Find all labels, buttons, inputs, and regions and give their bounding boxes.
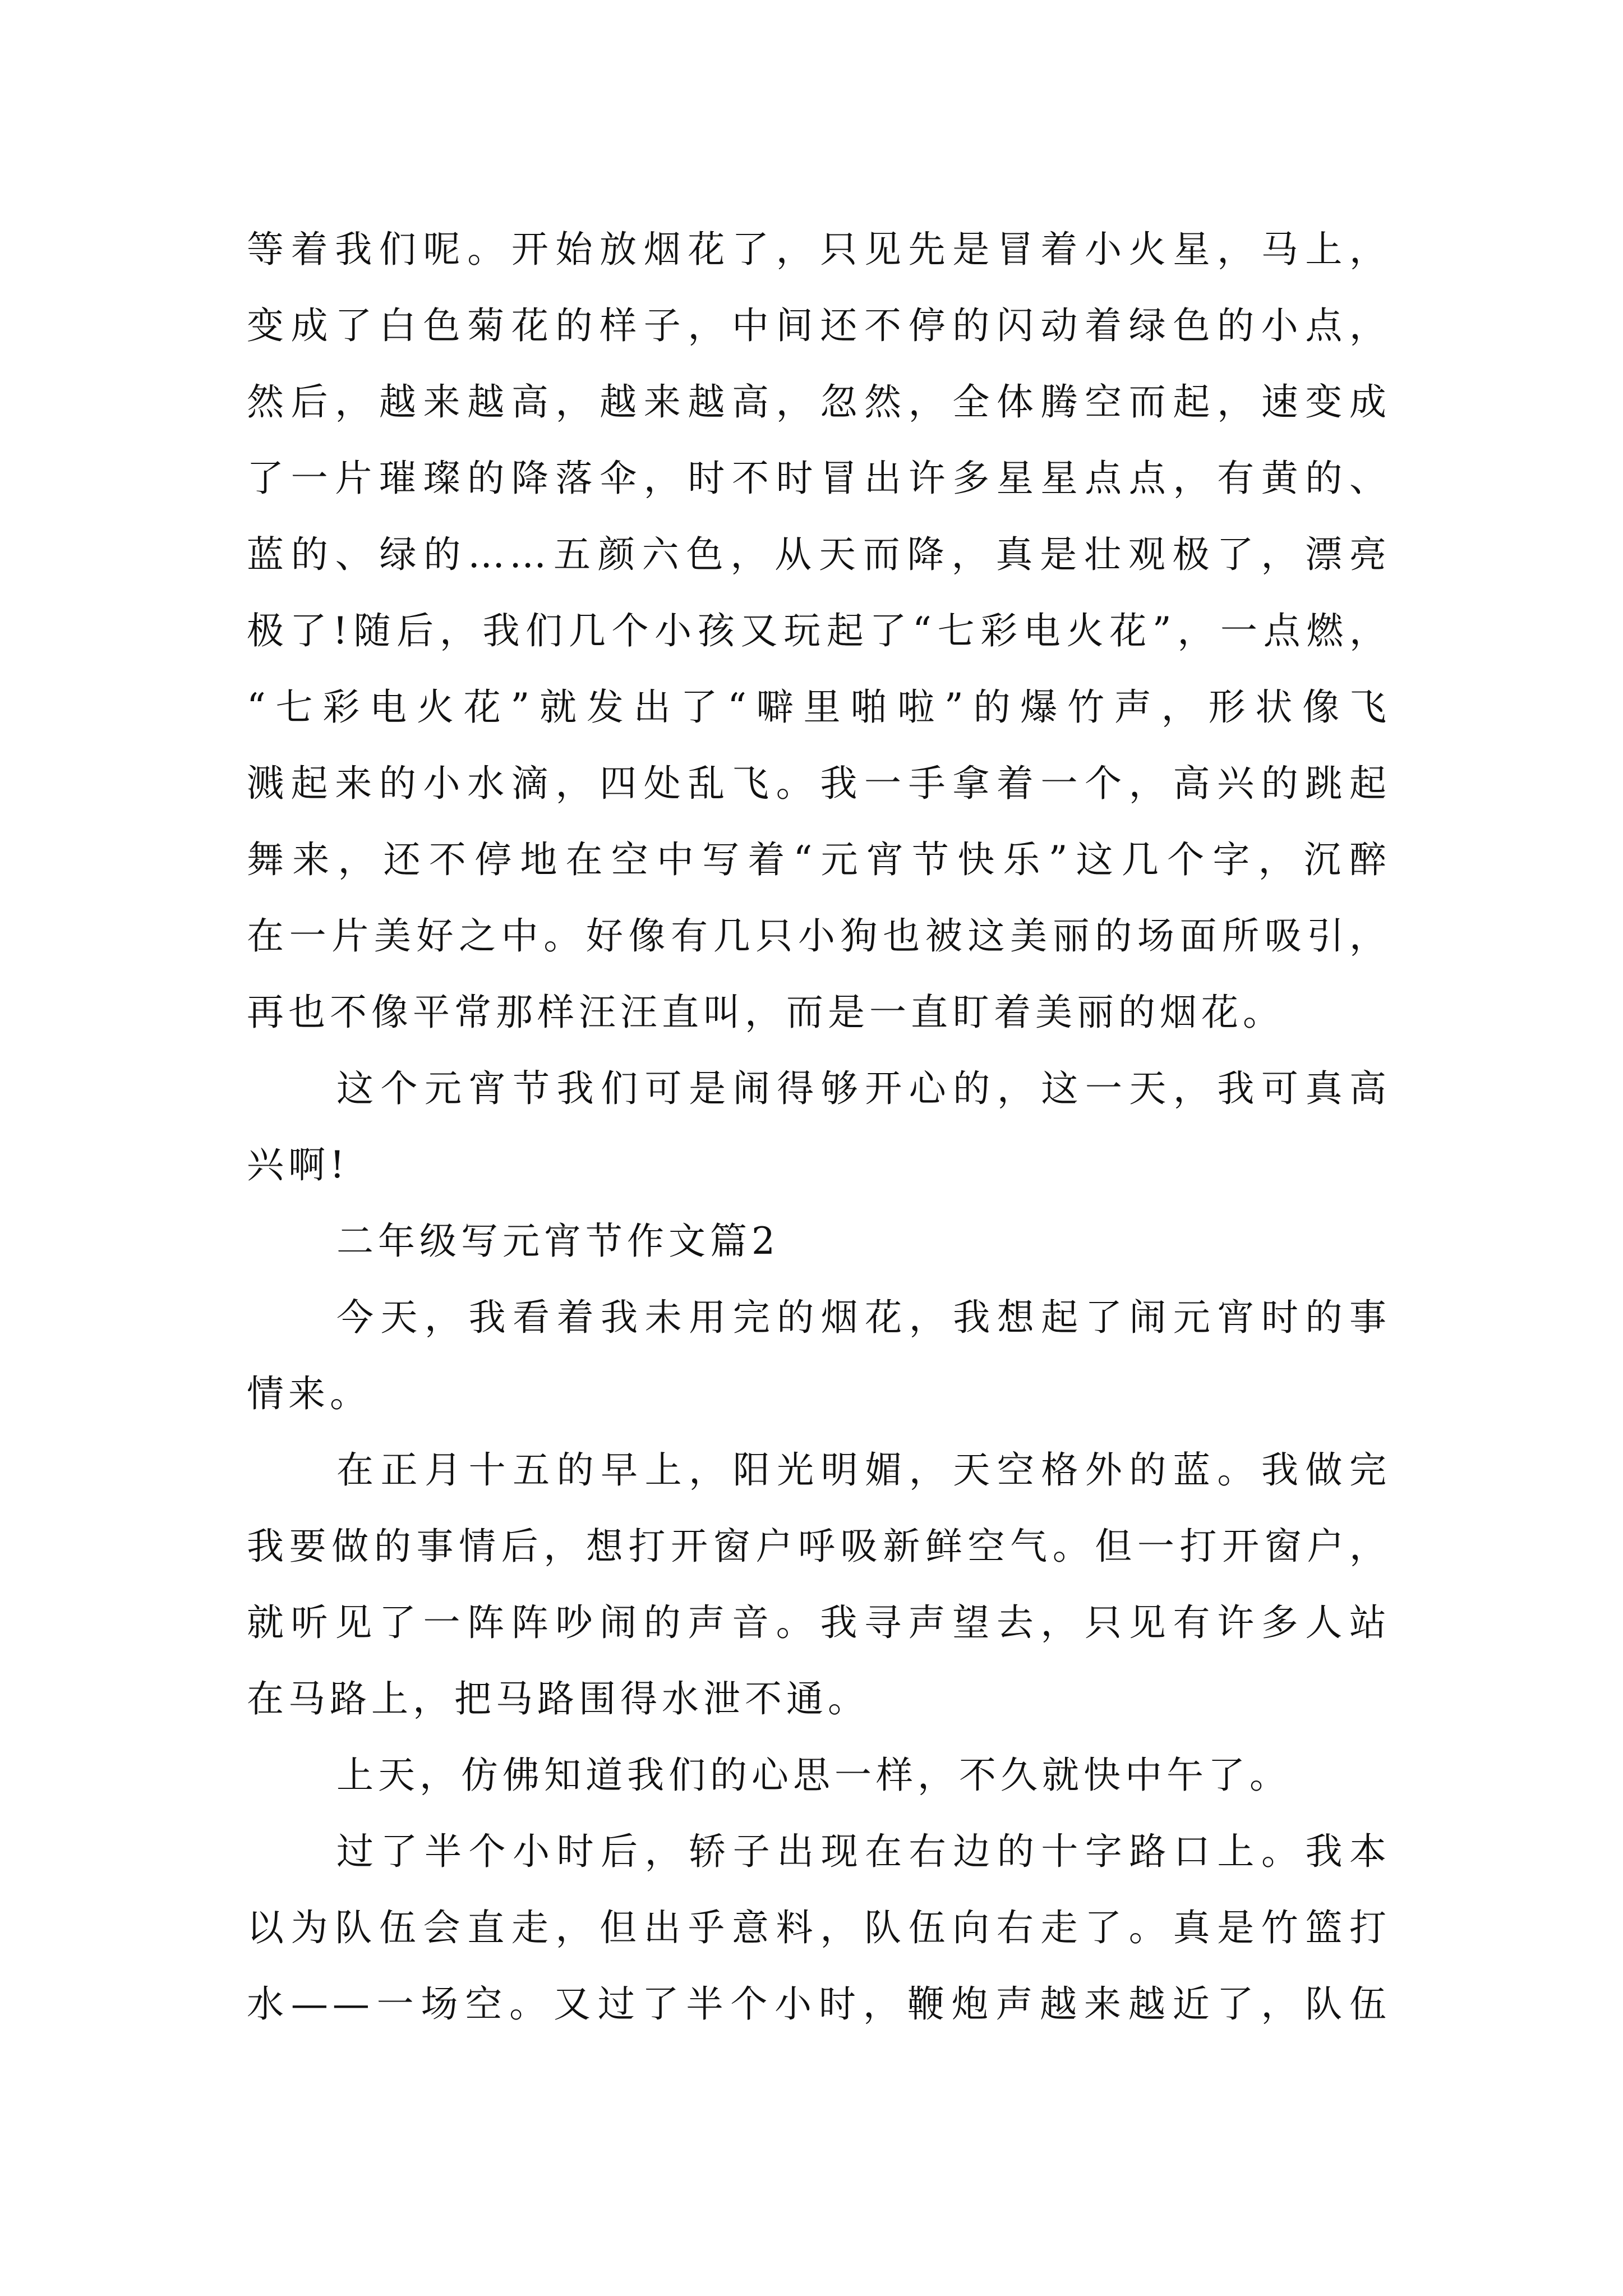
text-line: 情来。: [247, 1372, 371, 1415]
paragraph-start-line: 这个元宵节我们可是闹得够开心的，这一天，我可真高: [336, 1067, 1391, 1110]
text-line: 我要做的事情后，想打开窗户呼吸新鲜空气。但一打开窗户，: [247, 1525, 1391, 1568]
paragraph-start-line: 上天，仿佛知道我们的心思一样，不久就快中午了。: [336, 1754, 1291, 1797]
section-heading: 二年级写元宵节作文篇2: [336, 1220, 780, 1263]
text-line: 就听见了一阵阵吵闹的声音。我寻声望去，只见有许多人站: [247, 1601, 1391, 1644]
text-line: 了一片璀璨的降落伞，时不时冒出许多星星点点，有黄的、: [247, 457, 1391, 500]
text-line: 在一片美好之中。好像有几只小狗也被这美丽的场面所吸引，: [247, 914, 1391, 958]
paragraph-start-line: 过了半个小时后，轿子出现在右边的十字路口上。我本: [336, 1830, 1391, 1873]
text-line: “七彩电火花”就发出了“噼里啪啦”的爆竹声，形状像飞: [247, 685, 1391, 729]
text-line: 以为队伍会直走，但出乎意料，队伍向右走了。真是竹篮打: [247, 1906, 1391, 1949]
text-line: 蓝的、绿的……五颜六色，从天而降，真是壮观极了，漂亮: [247, 533, 1391, 576]
text-line: 兴啊!: [247, 1143, 349, 1186]
text-line: 然后，越来越高，越来越高，忽然，全体腾空而起，速变成: [247, 380, 1391, 424]
text-line: 极了!随后，我们几个小孩又玩起了“七彩电火花”，一点燃，: [247, 609, 1391, 652]
text-line: 溅起来的小水滴，四处乱飞。我一手拿着一个，高兴的跳起: [247, 762, 1391, 805]
text-line: 舞来，还不停地在空中写着“元宵节快乐”这几个字，沉醉: [247, 838, 1391, 881]
text-line: 水——一场空。又过了半个小时，鞭炮声越来越近了，队伍: [247, 1982, 1391, 2026]
paragraph-start-line: 在正月十五的早上，阳光明媚，天空格外的蓝。我做完: [336, 1448, 1391, 1492]
text-line: 等着我们呢。开始放烟花了，只见先是冒着小火星，马上，: [247, 228, 1391, 271]
paragraph-start-line: 今天，我看着我未用完的烟花，我想起了闹元宵时的事: [336, 1296, 1391, 1339]
text-line: 在马路上，把马路围得水泄不通。: [247, 1677, 869, 1720]
text-line: 再也不像平常那样汪汪直叫，而是一直盯着美丽的烟花。: [247, 991, 1284, 1034]
text-line: 变成了白色菊花的样子，中间还不停的闪动着绿色的小点，: [247, 304, 1391, 347]
